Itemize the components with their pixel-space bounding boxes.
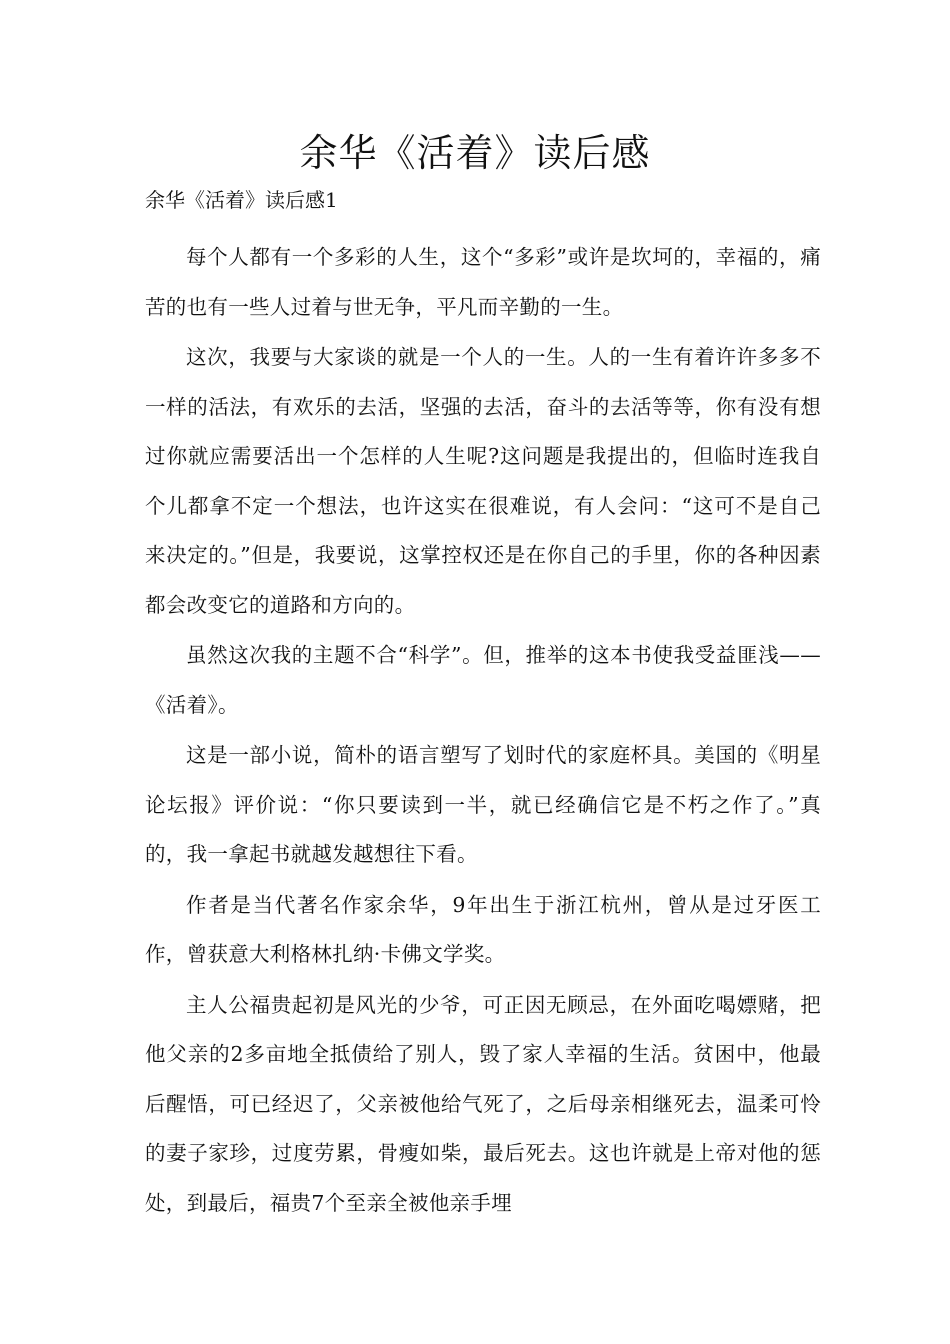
paragraph: 这次，我要与大家谈的就是一个人的一生。人的一生有着许许多多不一样的活法，有欢乐的去活，坚强的去活，奋斗的去活等等，你有没有想过你就应需要活出一个怎样的人生呢?这问题是我提出的，但临时连我自个儿都拿不定一个想法，也许这实在很难说，有人会问：“这可不是自己来决定的。”但是，我要说，这掌控权还是在你自己的手里，你的各种因素都会改变它的道路和方向的。 [145,345,821,617]
paragraph: 作者是当代著名作家余华，9年出生于浙江杭州，曾从是过牙医工作，曾获意大利格林扎纳·卡佛文学奖。 [145,892,821,966]
document-subtitle: 余华《活着》读后感1 [145,188,338,212]
document-title: 余华《活着》读后感 [299,131,651,175]
paragraph: 每个人都有一个多彩的人生，这个“多彩”或许是坎坷的，幸福的，痛苦的也有一些人过着与世无争，平凡而辛勤的一生。 [145,245,821,319]
paragraph: 虽然这次我的主题不合“科学”。但，推举的这本书使我受益匪浅——《活着》。 [145,643,821,717]
paragraph: 主人公福贵起初是风光的少爷，可正因无顾忌，在外面吃喝嫖赌，把他父亲的2多亩地全抵债给了别人，毁了家人幸福的生活。贫困中，他最后醒悟，可已经迟了，父亲被他给气死了，之后母亲相继死去，温柔可怜的妻子家珍，过度劳累，骨瘦如柴，最后死去。这也许就是上帝对他的惩处，到最后，福贵7个至亲全被他亲手埋 [145,992,821,1215]
paragraph: 这是一部小说，简朴的语言塑写了划时代的家庭杯具。美国的《明星论坛报》评价说：“你只要读到一半，就已经确信它是不朽之作了。”真的，我一拿起书就越发越想往下看。 [145,743,821,866]
document-body [145,233,821,1229]
